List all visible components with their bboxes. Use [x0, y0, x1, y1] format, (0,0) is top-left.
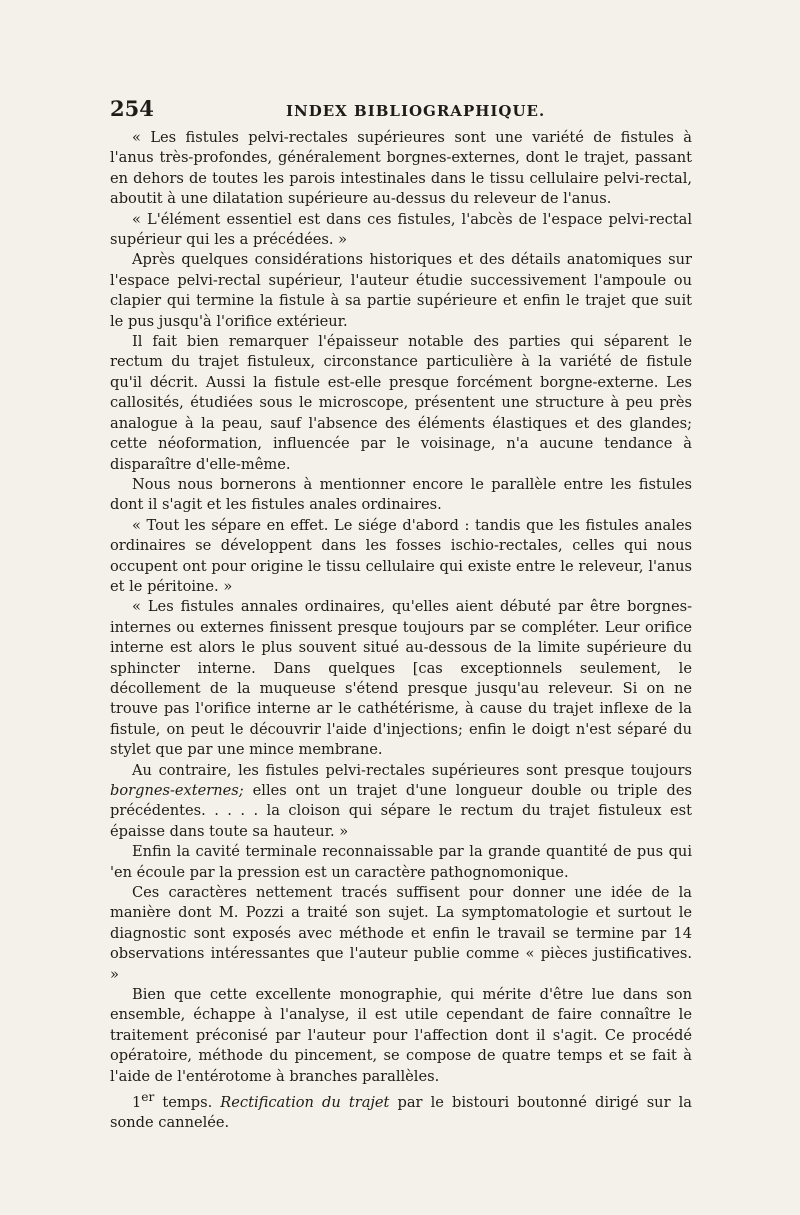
paragraph-text: par le bistouri boutonné dirigé sur la sonde cannelée.: [110, 1093, 693, 1132]
paragraph: « Les fistules pelvi-rectales supérieures sont une variété de fistules à l'anus très-profondes, généralement borgnes-externes, dont le trajet, passant en dehors de toutes les parois intestinales dans le tissu cellulaire pelvi-rectal, aboutit à une dilatation supérieure au-dessus du releveur de l'anus.: [110, 129, 692, 208]
paragraph: [110, 761, 692, 843]
paragraph: « Tout les sépare en effet. Le siége d'abord : tandis que les fistules anales ordinaires se développent dans les fosses ischio-rectales, celles qui nous occupent ont pour origine le tissu cellulaire qui existe entre le releveur, l'anus et le péritoine. »: [110, 516, 692, 595]
step-number: 1: [132, 1093, 142, 1111]
page-header: [110, 96, 692, 126]
step-label: temps.: [154, 1093, 221, 1111]
italic-term: Rectification du trajet: [220, 1093, 390, 1111]
paragraph-text: elles ont un trajet d'une longueur double ou triple des précédentes. . . . . la cloison qui sépare le rectum du trajet fistuleux est épaisse dans toute sa hauteur. »: [110, 782, 692, 840]
paragraph: Après quelques considérations historiques et des détails anatomiques sur l'espace pelvi-rectal supérieur, l'auteur étudie successivement l'ampoule ou clapier qui termine la fistule à sa partie supérieure et enfin le trajet que suit le pus jusqu'à l'orifice extérieur.: [110, 251, 692, 330]
paragraph: Ces caractères nettement tracés suffisent pour donner une idée de la manière dont M. Pozzi a traité son sujet. La symptomatologie et surtout le diagnostic sont exposés avec méthode et enfin le travail se termine par 14 observations intéressantes que l'auteur publie comme « pièces justificatives. »: [110, 884, 692, 983]
running-title: INDEX BIBLIOGRAPHIQUE.: [286, 102, 546, 120]
paragraph: « L'élément essentiel est dans ces fistules, l'abcès de l'espace pelvi-rectal supérieur qui les a précédées. »: [110, 210, 692, 249]
page-number: 254: [110, 96, 154, 121]
paragraph: Enfin la cavité terminale reconnaissable par la grande quantité de pus qui 'en écoule par la pression est un caractère pathognomonique.: [110, 843, 692, 881]
paragraph-text: Au contraire, les fistules pelvi-rectales supérieures sont presque toujours: [132, 761, 692, 779]
paragraph: Nous nous bornerons à mentionner encore le parallèle entre les fistules dont il s'agit et les fistules anales ordinaires.: [110, 475, 692, 514]
ordinal-suffix: er: [141, 1090, 155, 1105]
body-text: [110, 128, 692, 1134]
paragraph: [110, 1087, 692, 1134]
paragraph: Il fait bien remarquer l'épaisseur notable des parties qui séparent le rectum du trajet fistuleux, circonstance particulière à la variété de fistule qu'il décrit. Aussi la fistule est-elle presque forcément borgne-externe. Les callosités, étudiées sous le microscope, présentent une structure à peu près analogue à la peau, sauf l'absence des éléments élastiques et des glandes; cette néoformation, influencée par le voisinage, n'a aucune tendance à disparaître d'elle-même.: [110, 333, 692, 473]
paragraph: Bien que cette excellente monographie, qui mérite d'être lue dans son ensemble, échappe à l'analyse, il est utile cependant de faire connaître le traitement préconisé par l'auteur pour l'affection dont il s'agit. Ce procédé opératoire, méthode du pincement, se compose de quatre temps et se fait à l'aide de l'entérotome à branches parallèles.: [110, 986, 692, 1085]
italic-term: borgnes-externes;: [110, 782, 244, 799]
paragraph: « Les fistules annales ordinaires, qu'elles aient débuté par être borgnes-internes ou externes finissent presque toujours par se compléter. Leur orifice interne est alors le plus souvent situé au-dessous de la limite supérieure du sphincter interne. Dans quelques [cas exceptionnels seulement, le décollement de la muqueuse s'étend presque jusqu'au releveur. Si on ne trouve pas l'orifice interne ar le cathétérisme, à cause du trajet inflexe de la fistule, on peut le découvrir l'aide d'injections; enfin le doigt n'est séparé du stylet que par une mince membrane.: [110, 598, 692, 759]
